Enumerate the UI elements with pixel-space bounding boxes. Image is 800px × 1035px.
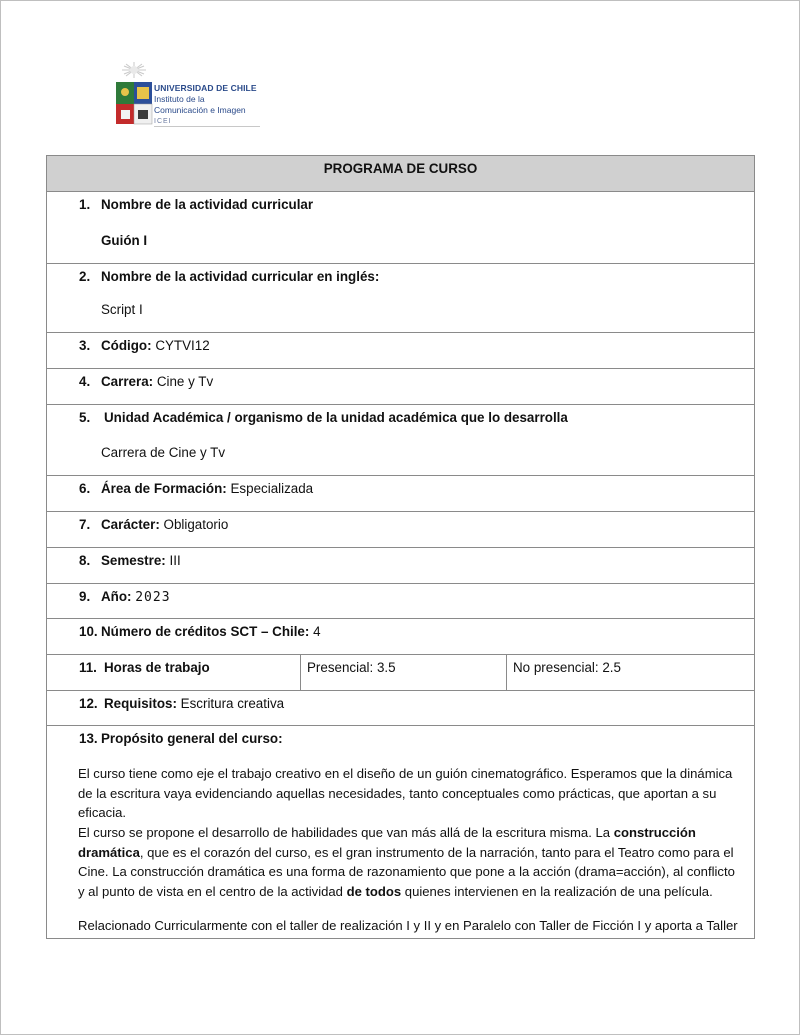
item-number: 2. xyxy=(79,269,91,284)
item-number: 8. xyxy=(79,553,91,568)
university-logo xyxy=(112,60,262,128)
purpose-text: quienes intervienen en la realización de una película. xyxy=(401,883,713,899)
item-label: Número de créditos SCT – Chile: xyxy=(101,624,310,639)
table-row xyxy=(47,512,754,548)
table-row xyxy=(47,619,754,655)
item-number: 1. xyxy=(79,197,91,212)
item-number: 13. xyxy=(79,731,98,746)
table-header-row xyxy=(47,156,754,192)
table-row xyxy=(47,405,754,476)
table-row xyxy=(47,192,754,264)
logo-divider xyxy=(154,126,260,127)
course-program-table xyxy=(46,155,755,939)
item-number: 3. xyxy=(79,338,91,353)
item-number: 12. xyxy=(79,696,98,711)
program-title: PROGRAMA DE CURSO xyxy=(323,161,478,176)
item-value: Script I xyxy=(101,302,143,317)
item-value: Cine y Tv xyxy=(156,374,214,389)
item-label: Nombre de la actividad curricular en inglés: xyxy=(101,269,380,284)
item-label: Código: xyxy=(101,338,152,353)
purpose-text: , que es el corazón del curso, es el gran instrumento de la narración, tanto para el Teatro como para el Cine. La construcción dramática es una forma de razonamiento que pone a la acción (drama=acción), al conflicto y al punto de vista en el centro de la actividad xyxy=(78,844,735,899)
item-label: Carácter: xyxy=(101,517,160,532)
table-row xyxy=(47,264,754,333)
table-row xyxy=(47,726,754,938)
item-number: 10. xyxy=(79,624,98,639)
table-row xyxy=(47,655,754,691)
item-label: Propósito general del curso: xyxy=(101,731,283,746)
item-value: Especializada xyxy=(230,481,314,496)
item-value: 4 xyxy=(313,624,321,639)
item-value: CYTVI12 xyxy=(155,338,210,353)
logo-acronym: ICEI xyxy=(154,118,172,125)
purpose-emphasis: construcción dramática xyxy=(78,825,696,860)
purpose-text: El curso se propone el desarrollo de habilidades que van más allá de la escritura misma. La xyxy=(78,825,614,840)
item-label: Semestre: xyxy=(101,553,166,568)
item-label: Horas de trabajo xyxy=(104,660,210,675)
table-row xyxy=(47,584,754,619)
cell-divider xyxy=(300,655,301,690)
logo-institute-line2: Comunicación e Imagen xyxy=(154,105,246,115)
item-value: Carrera de Cine y Tv xyxy=(101,445,226,460)
table-row xyxy=(47,369,754,405)
purpose-paragraph-2 xyxy=(78,823,743,901)
hours-presencial: Presencial: 3.5 xyxy=(307,660,396,675)
table-row xyxy=(47,333,754,369)
item-value: Escritura creativa xyxy=(180,696,285,711)
table-row xyxy=(47,548,754,584)
logo-university-name: UNIVERSIDAD DE CHILE xyxy=(154,83,257,93)
item-label: Año: xyxy=(101,589,132,604)
item-label: Nombre de la actividad curricular xyxy=(101,197,314,212)
item-value: Guión I xyxy=(101,233,148,248)
item-number: 9. xyxy=(79,589,91,604)
item-value: 2023 xyxy=(135,590,171,605)
item-number: 4. xyxy=(79,374,91,389)
item-number: 11. xyxy=(79,660,97,675)
item-number: 7. xyxy=(79,517,91,532)
table-row xyxy=(47,691,754,726)
item-label: Carrera: xyxy=(101,374,154,389)
item-number: 5. xyxy=(79,410,91,425)
item-label: Unidad Académica / organismo de la unidad académica que lo desarrolla xyxy=(104,410,568,425)
item-label: Requisitos: xyxy=(104,696,177,711)
table-row xyxy=(47,476,754,512)
item-number: 6. xyxy=(79,481,91,496)
item-label: Área de Formación: xyxy=(101,481,227,496)
cell-divider xyxy=(506,655,507,690)
purpose-emphasis: de todos xyxy=(346,883,402,899)
item-value: Obligatorio xyxy=(163,517,229,532)
purpose-paragraph-3: Relacionado Curricularmente con el taller de realización I y II y en Paralelo con Taller de Ficción I y aporta a Taller xyxy=(78,918,738,933)
purpose-paragraph-1: El curso tiene como eje el trabajo creativo en el diseño de un guión cinematográfico. Esperamos que la dinámica de la escritura vaya evidenciando aquellas necesidades, tanto conceptuales como prácticas, que aportan a su eficacia. xyxy=(78,766,733,820)
item-value: III xyxy=(169,553,181,568)
university-seal-icon xyxy=(112,60,156,128)
logo-institute-line1: Instituto de la xyxy=(154,94,205,104)
hours-no-presencial: No presencial: 2.5 xyxy=(513,660,621,675)
